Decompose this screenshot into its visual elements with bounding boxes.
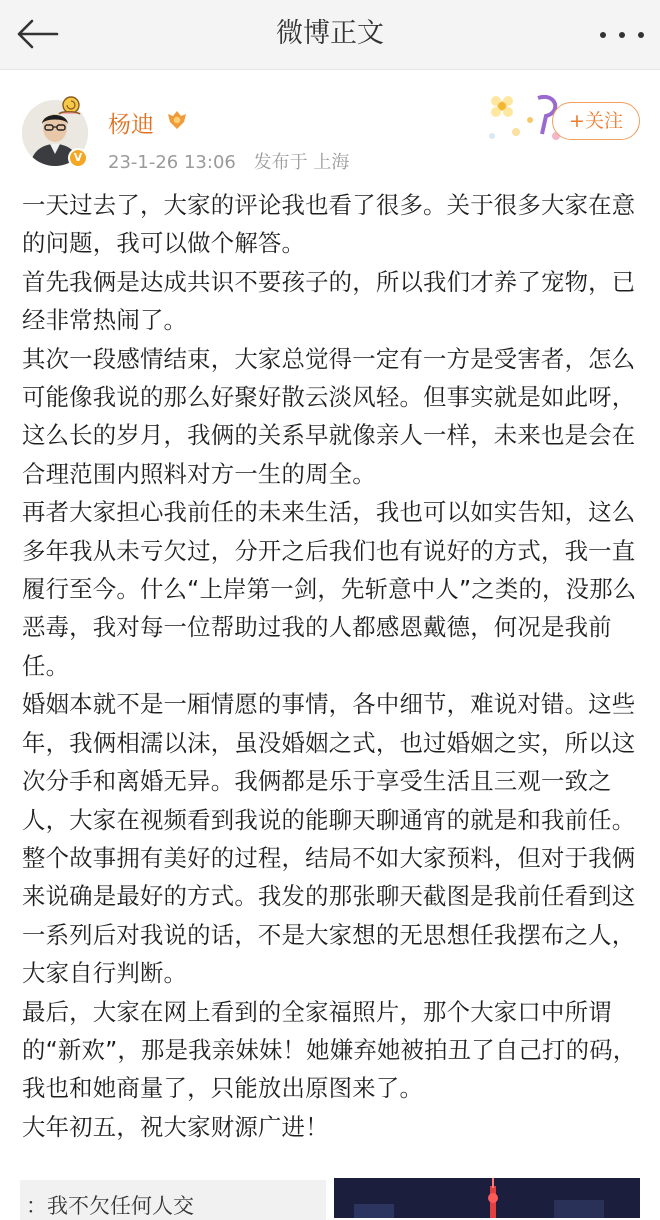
- post-paragraph: 其次一段感情结束，大家总觉得一定有一方是受害者，怎么可能像我说的那么好聚好散云淡风轻。但事实就是如此呀，这么长的岁月，我俩的关系早就像亲人一样，未来也是会在合理范围内照料对方一生的周全。: [22, 344, 636, 488]
- post-paragraph: 再者大家担心我前任的未来生活，我也可以如实告知，这么多年我从未亏欠过，分开之后我们也有说好的方式，我一直履行至今。什么“上岸第一剑，先斩意中人”之类的，没那么恶毒，我对每一位帮助过我的人都感恩戴德，何况是我前任。: [22, 498, 637, 680]
- more-dot: [638, 32, 644, 38]
- post-paragraph: 婚姻本就不是一厢情愿的事情，各中细节，难说对错。这些年，我俩相濡以沫，虽没婚姻之式，也过婚姻之实，所以这次分手和离婚无异。我俩都是乐于享受生活且三观一致之人，大家在视频看到我说的能聊天聊通宵的就是和我前任。: [22, 690, 636, 834]
- follow-button[interactable]: +关注: [552, 102, 640, 140]
- post-timestamp: 23-1-26 13:06: [108, 152, 236, 173]
- post-image-thumbnail[interactable]: [20, 1180, 326, 1220]
- post-header: [0, 70, 660, 182]
- author-name[interactable]: 杨迪: [108, 112, 154, 138]
- top-bar: [0, 0, 660, 70]
- post-paragraph: 大年初五，祝大家财源广进！: [22, 1112, 329, 1141]
- thumbnail-text: ：我不欠任何人交: [26, 1194, 194, 1218]
- post-paragraph: 整个故事拥有美好的过程，结局不如大家预料，但对于我俩来说确是最好的方式。我发的那张聊天截图是我前任看到这一系列后对我说的话，不是大家想的无思想任我摆布之人，大家自行判断。: [22, 843, 636, 988]
- city-night-image-icon: [334, 1178, 640, 1218]
- page-title: 微博正文: [276, 18, 384, 49]
- post-paragraph: 最后，大家在网上看到的全家福照片，那个大家口中所谓的“新欢”，那是我亲妹妹！她嫌弃她被拍丑了自己打的码，我也和她商量了，只能放出原图来了。: [22, 997, 637, 1103]
- post-image-thumbnail[interactable]: [334, 1178, 640, 1218]
- snail-sticker-icon: [56, 92, 82, 118]
- post-meta: [108, 148, 361, 174]
- more-button[interactable]: [600, 22, 644, 48]
- post-content: [22, 186, 642, 1146]
- vip-hands-icon: [164, 108, 190, 132]
- more-dots-icon: [600, 32, 606, 38]
- post-paragraph: 一天过去了，大家的评论我也看了很多。关于很多大家在意的问题，我可以做个解答。: [22, 191, 636, 258]
- post-paragraph: 首先我俩是达成共识不要孩子的，所以我们才养了宠物，已经非常热闹了。: [22, 267, 636, 335]
- more-dot: [619, 32, 625, 38]
- verified-badge-icon: V: [68, 148, 88, 168]
- post-location: 发布于 上海: [253, 152, 350, 173]
